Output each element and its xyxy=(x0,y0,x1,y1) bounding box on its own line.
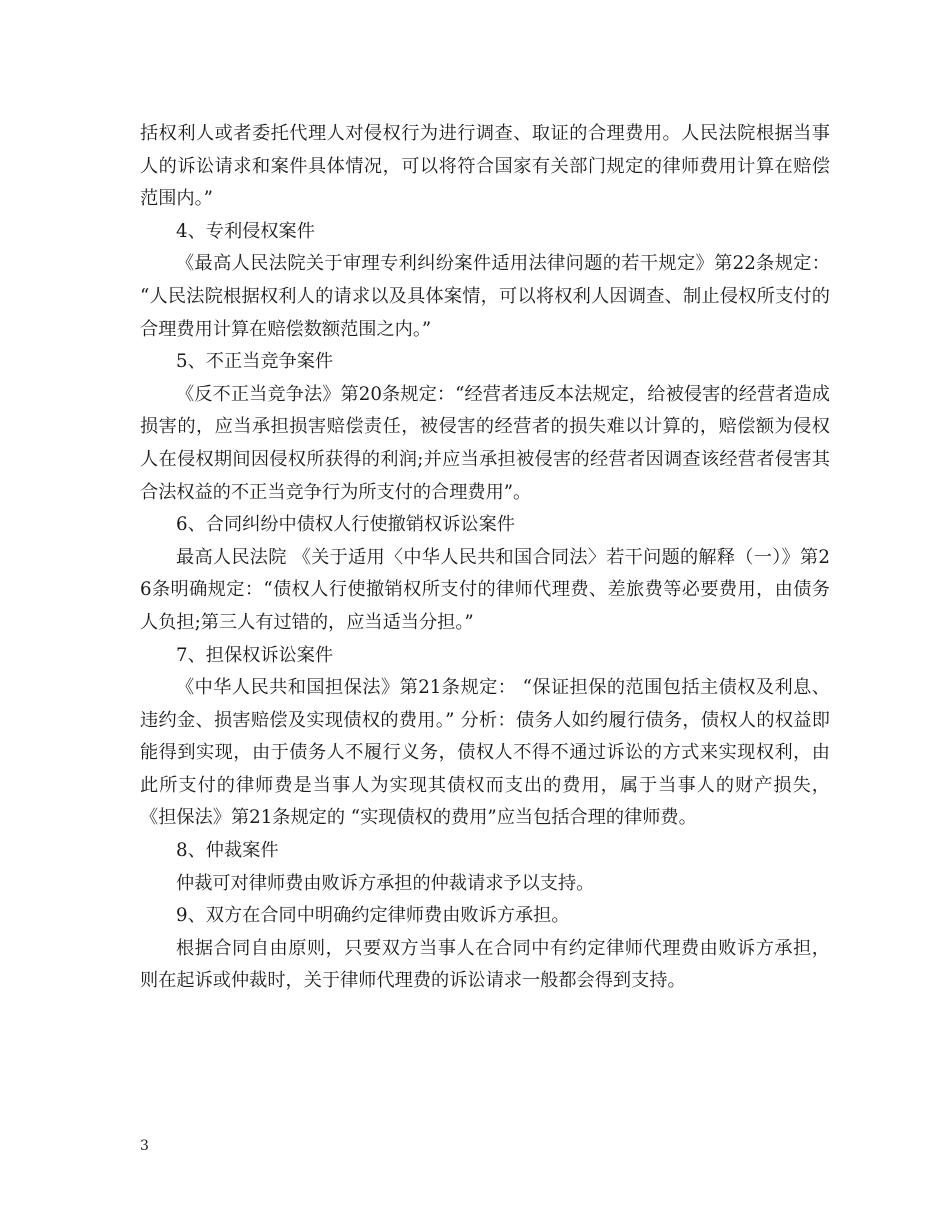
paragraph-contract-law-interpretation: 最高人民法院 《关于适用〈中华人民共和国合同法〉若干问题的解释（一）》第26条明确规定：“债权人行使撤销权所支付的律师代理费、差旅费等必要费用，由债务人负担;第三人有过错的，应当适当分担。” xyxy=(140,546,830,633)
paragraph-contract-freedom: 根据合同自由原则，只要双方当事人在合同中有约定律师代理费由败诉方承担，则在起诉或仲裁时，关于律师代理费的诉讼请求一般都会得到支持。 xyxy=(140,937,830,992)
heading-contract-agreement: 9、双方在合同中明确约定律师费由败诉方承担。 xyxy=(176,905,570,927)
heading-patent-infringement: 4、专利侵权案件 xyxy=(176,220,315,242)
heading-arbitration: 8、仲裁案件 xyxy=(176,840,279,862)
paragraph-arbitration: 仲裁可对律师费由败诉方承担的仲裁请求予以支持。 xyxy=(176,872,595,894)
paragraph-guarantee-law: 《中华人民共和国担保法》第21条规定： “保证担保的范围包括主债权及利息、违约金、损害赔偿及实现债权的费用。” 分析：债务人如约履行债务，债权人的权益即能得到实现，由于债务人不履行义务，债权人不得不通过诉讼的方式来实现权利，由此所支付的律师费是当事人为实现其债权而支出的费用，属于当事人的财产损失， 《担保法》第21条规定的 “实现债权的费用”应当包括合理的律师费。 xyxy=(140,677,830,829)
document-body xyxy=(140,118,830,998)
page-number: 3 xyxy=(140,1138,149,1154)
paragraph-unfair-competition-law: 《反不正当竞争法》第20条规定：“经营者违反本法规定，给被侵害的经营者造成损害的，应当承担损害赔偿责任，被侵害的经营者的损失难以计算的，赔偿额为侵权人在侵权期间因侵权所获得的利润;并应当承担被侵害的经营者因调查该经营者侵害其合法权益的不正当竞争行为所支付的合理费用”。 xyxy=(140,383,830,503)
paragraph-continuation: 括权利人或者委托代理人对侵权行为进行调查、取证的合理费用。人民法院根据当事人的诉讼请求和案件具体情况，可以将符合国家有关部门规定的律师费用计算在赔偿范围内。” xyxy=(140,123,830,210)
paragraph-patent-rule: 《最高人民法院关于审理专利纠纷案件适用法律问题的若干规定》第22条规定： “人民法院根据权利人的请求以及具体案情，可以将权利人因调查、制止侵权所支付的合理费用计算在赔偿数额范围之内。” xyxy=(140,253,830,340)
heading-unfair-competition: 5、不正当竞争案件 xyxy=(176,351,334,373)
heading-creditor-revocation: 6、合同纠纷中债权人行使撤销权诉讼案件 xyxy=(176,514,515,536)
heading-guarantee-litigation: 7、担保权诉讼案件 xyxy=(176,644,334,666)
